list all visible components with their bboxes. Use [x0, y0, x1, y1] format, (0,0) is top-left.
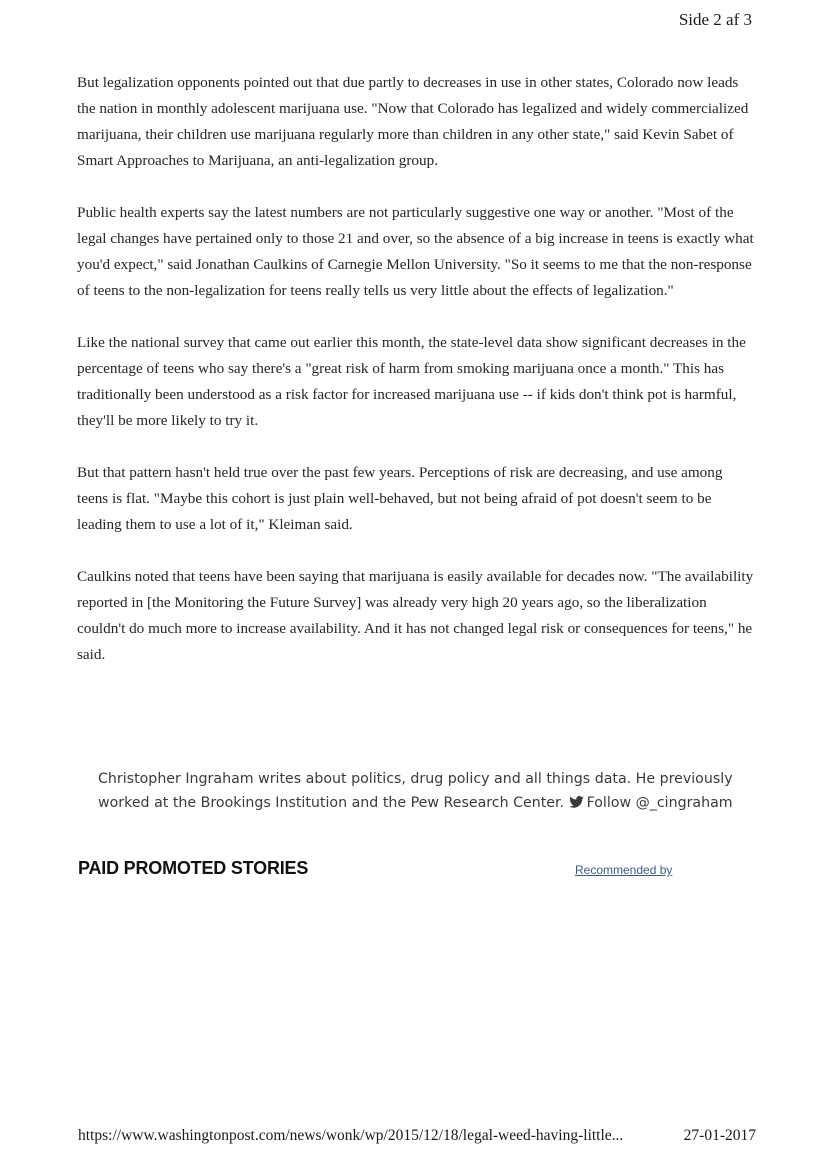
- article-paragraph: Like the national survey that came out earlier this month, the state-level data show significant decreases in the percentage of teens who say there's a "great risk of harm from smoking marijuana once a month." This has traditionally been understood as a risk factor for increased marijuana use -- if kids don't think pot is harmful, they'll be more likely to try it.: [77, 334, 746, 429]
- twitter-follow-link[interactable]: [569, 795, 733, 811]
- article-body: [77, 70, 757, 694]
- article-paragraph: Caulkins noted that teens have been saying that marijuana is easily available for decades now. "The availability reported in [the Monitoring the Future Survey] was already very high 20 years ago, so the liberalization couldn't do much more to increase availability. And it has not changed legal risk or consequences for teens," he said.: [77, 568, 754, 663]
- twitter-bird-icon: [569, 796, 584, 808]
- author-bio-text: Christopher Ingraham writes about politics, drug policy and all things data. He previously worked at the Brookings Institution and the Pew Research Center.: [98, 771, 733, 811]
- twitter-follow-label: Follow @_cingraham: [586, 795, 733, 811]
- article-paragraph: But that pattern hasn't held true over the past few years. Perceptions of risk are decreasing, and use among teens is flat. "Maybe this cohort is just plain well-behaved, but not being afraid of pot doesn't seem to be leading them to use a lot of it," Kleiman said.: [77, 464, 723, 533]
- recommended-by-link[interactable]: Recommended by: [575, 863, 673, 877]
- page-indicator: Side 2 af 3: [678, 10, 752, 29]
- promoted-stories-heading: PAID PROMOTED STORIES: [78, 858, 309, 878]
- footer-url: https://www.washingtonpost.com/news/wonk/wp/2015/12/18/legal-weed-having-little...: [78, 1127, 624, 1144]
- author-bio: [98, 767, 738, 815]
- article-paragraph: Public health experts say the latest numbers are not particularly suggestive one way or another. "Most of the legal changes have pertained only to those 21 and over, so the absence of a big increase in teens is exactly what you'd expect," said Jonathan Caulkins of Carnegie Mellon University. "So it seems to me that the non-response of teens to the non-legalization for teens really tells us very little about the effects of legalization.": [77, 204, 754, 299]
- article-paragraph: But legalization opponents pointed out that due partly to decreases in use in other states, Colorado now leads the nation in monthly adolescent marijuana use. "Now that Colorado has legalized and widely commercialized marijuana, their children use marijuana regularly more than children in any other state," said Kevin Sabet of Smart Approaches to Marijuana, an anti-legalization group.: [77, 74, 749, 169]
- footer-date: 27-01-2017: [683, 1127, 756, 1144]
